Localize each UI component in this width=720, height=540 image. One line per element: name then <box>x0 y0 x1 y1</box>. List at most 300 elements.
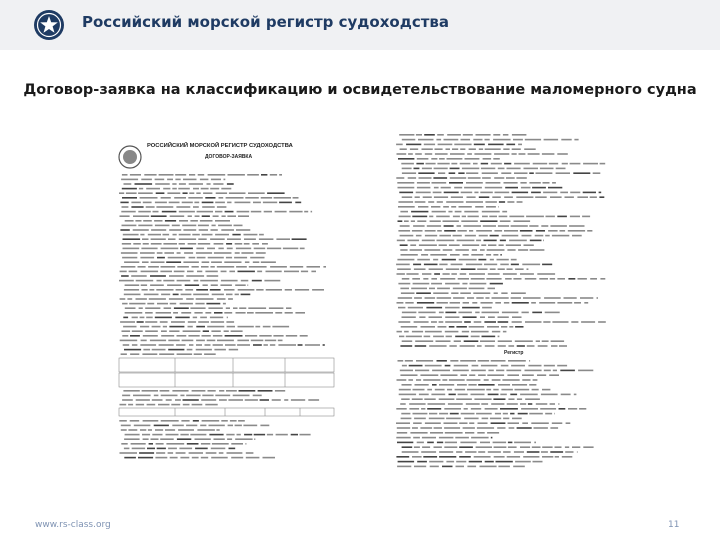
scanned-text-line <box>434 427 442 429</box>
scanned-text-line <box>462 168 479 170</box>
scanned-text-line <box>423 456 437 458</box>
scanned-text-line <box>208 390 216 392</box>
scanned-text-line <box>458 278 469 280</box>
scanned-text-line <box>161 335 174 337</box>
scanned-text-line <box>196 289 208 291</box>
scanned-text-line <box>308 399 319 401</box>
scanned-text-line <box>192 404 203 406</box>
scanned-text-line <box>202 395 213 397</box>
scanned-text-line <box>148 266 159 268</box>
scanned-text-line <box>569 225 584 227</box>
scanned-text-line <box>490 235 499 237</box>
scanned-text-line <box>143 420 159 422</box>
scanned-text-line <box>432 182 447 184</box>
scanned-text-line <box>444 230 456 232</box>
scanned-text-line <box>561 139 571 141</box>
scanned-text-line <box>482 336 496 338</box>
scanned-text-line <box>207 183 211 185</box>
scanned-text-line <box>512 418 522 420</box>
scanned-text-line <box>480 466 497 468</box>
scanned-text-line <box>253 395 262 397</box>
scanned-text-line <box>447 134 461 136</box>
scanned-text-line <box>456 326 467 328</box>
scanned-text-line <box>228 425 233 427</box>
scanned-text-line <box>508 398 514 400</box>
scanned-text-line <box>169 330 179 332</box>
scanned-text-line <box>397 268 411 270</box>
scanned-text-line <box>177 438 191 440</box>
scanned-text-line <box>217 206 227 208</box>
scanned-text-line <box>491 403 504 405</box>
scanned-text-line <box>155 317 172 319</box>
scanned-text-line <box>463 302 469 304</box>
scanned-text-line <box>238 289 255 291</box>
scanned-text-line <box>482 312 500 314</box>
scanned-text-line <box>229 448 236 450</box>
scanned-text-line <box>236 248 251 250</box>
scanned-text-line <box>437 288 450 290</box>
scanned-text-line <box>211 284 218 286</box>
scanned-text-line <box>473 163 478 165</box>
scanned-text-line <box>398 360 404 362</box>
scanned-text-line <box>439 264 447 266</box>
scanned-text-line <box>433 259 438 261</box>
scanned-text-line <box>285 289 292 291</box>
scanned-text-line <box>502 379 519 381</box>
scanned-text-line <box>529 225 538 227</box>
scanned-text-line <box>193 420 199 422</box>
scanned-text-line <box>150 284 164 286</box>
scanned-text-line <box>414 446 420 448</box>
contract-application-form-page-1 <box>115 130 340 460</box>
scanned-text-line <box>227 215 236 217</box>
scanned-text-line <box>192 234 200 236</box>
scanned-text-line <box>533 163 548 165</box>
scanned-text-line <box>471 331 489 333</box>
scanned-text-line <box>209 434 223 436</box>
scanned-text-line <box>450 153 465 155</box>
scanned-text-line <box>469 273 485 275</box>
scanned-text-line <box>533 379 538 381</box>
scanned-text-line <box>459 422 467 424</box>
scanned-text-line <box>408 379 413 381</box>
scanned-text-line <box>587 230 592 232</box>
scanned-text-line <box>409 365 423 367</box>
scanned-text-line <box>402 384 412 386</box>
scanned-text-line <box>429 316 443 318</box>
scanned-text-line <box>405 360 413 362</box>
scanned-text-line <box>213 183 223 185</box>
scanned-text-line <box>462 283 467 285</box>
scanned-text-line <box>123 317 128 319</box>
scanned-text-line <box>494 446 507 448</box>
scanned-text-line <box>412 278 420 280</box>
page-number: 11 <box>668 520 680 530</box>
scanned-text-line <box>493 254 498 256</box>
scanned-text-line <box>205 312 211 314</box>
scanned-text-line <box>300 434 311 436</box>
scanned-text-line <box>152 349 166 351</box>
scanned-text-line <box>406 336 422 338</box>
scanned-text-line <box>439 456 456 458</box>
scanned-text-line <box>244 434 252 436</box>
scanned-text-line <box>172 183 176 185</box>
scanned-text-line <box>507 201 514 203</box>
scanned-text-line <box>520 446 530 448</box>
scanned-text-line <box>295 202 301 204</box>
scanned-text-line <box>177 335 187 337</box>
scanned-text-line <box>214 349 226 351</box>
scanned-text-line <box>555 446 562 448</box>
scanned-text-line <box>267 434 273 436</box>
scanned-text-line <box>445 365 451 367</box>
scanned-text-line <box>165 220 176 222</box>
scanned-text-line <box>189 183 203 185</box>
scanned-text-line <box>543 192 557 194</box>
scanned-text-line <box>160 271 172 273</box>
scanned-text-line <box>166 434 179 436</box>
scanned-text-line <box>169 202 180 204</box>
scanned-text-line <box>141 340 147 342</box>
scanned-text-line <box>251 211 261 213</box>
scanned-text-line <box>224 330 229 332</box>
scanned-text-line <box>123 390 139 392</box>
scanned-text-line <box>417 302 434 304</box>
scanned-text-line <box>170 457 178 459</box>
scanned-text-line <box>414 418 426 420</box>
scanned-text-line <box>164 307 172 309</box>
scanned-text-line <box>226 321 234 323</box>
scanned-text-line <box>175 317 189 319</box>
scanned-text-line <box>550 427 558 429</box>
scanned-text-line <box>122 399 133 401</box>
scanned-text-line <box>529 413 543 415</box>
scanned-text-line <box>469 326 484 328</box>
footer-url[interactable]: www.rs-class.org <box>35 520 111 530</box>
scanned-text-line <box>183 192 188 194</box>
scanned-text-line <box>412 398 423 400</box>
scanned-text-line <box>258 390 273 392</box>
scanned-text-line <box>226 390 237 392</box>
scanned-text-line <box>485 139 490 141</box>
scanned-text-line <box>401 398 410 400</box>
scanned-text-line <box>276 434 288 436</box>
scanned-text-line <box>504 163 511 165</box>
scanned-text-line <box>541 394 558 396</box>
scanned-text-line <box>323 344 325 346</box>
scanned-text-line <box>171 321 185 323</box>
scanned-text-line <box>415 196 420 198</box>
scanned-text-line <box>486 278 501 280</box>
scanned-text-line <box>261 174 267 176</box>
scanned-text-line <box>455 437 469 439</box>
scanned-text-line <box>202 261 210 263</box>
scanned-text-line <box>154 395 159 397</box>
scanned-text-line <box>502 235 519 237</box>
scanned-text-line <box>156 312 171 314</box>
scanned-text-line <box>254 438 255 440</box>
scanned-text-line <box>429 413 437 415</box>
scanned-text-line <box>200 425 206 427</box>
scanned-text-line <box>243 425 257 427</box>
scanned-text-line <box>564 297 577 299</box>
scanned-text-line <box>544 370 551 372</box>
scanned-text-line <box>122 174 128 176</box>
scanned-text-line <box>434 446 442 448</box>
scanned-text-line <box>442 259 456 261</box>
scanned-text-line <box>429 418 445 420</box>
scanned-text-line <box>534 427 548 429</box>
scanned-text-line <box>291 399 305 401</box>
scanned-text-line <box>520 403 526 405</box>
scanned-text-line <box>401 292 415 294</box>
scanned-text-line <box>527 345 535 347</box>
scanned-text-line <box>304 211 308 213</box>
scanned-text-line <box>397 273 405 275</box>
scanned-text-line <box>501 172 511 174</box>
scanned-text-line <box>201 457 208 459</box>
scanned-text-line <box>417 220 426 222</box>
scanned-text-line <box>559 408 566 410</box>
scanned-text-line <box>398 321 410 323</box>
scanned-text-line <box>472 249 477 251</box>
scanned-text-line <box>531 422 549 424</box>
scanned-text-line <box>451 196 463 198</box>
scanned-text-line <box>506 144 515 146</box>
scanned-text-line <box>402 340 413 342</box>
scanned-text-line <box>512 384 527 386</box>
scanned-text-line <box>469 230 473 232</box>
scanned-text-line <box>400 374 417 376</box>
scanned-text-line <box>468 384 476 386</box>
scanned-text-line <box>455 211 462 213</box>
scanned-text-line <box>459 456 471 458</box>
scanned-text-line <box>504 302 509 304</box>
scanned-text-line <box>174 307 189 309</box>
scanned-text-line <box>228 298 233 300</box>
scanned-text-line <box>422 148 433 150</box>
scanned-text-line <box>396 456 409 458</box>
scanned-text-line <box>570 163 581 165</box>
scanned-text-line <box>446 336 452 338</box>
scanned-text-line <box>211 448 226 450</box>
scanned-text-line <box>424 134 435 136</box>
scanned-text-line <box>254 434 265 436</box>
scanned-text-line <box>161 420 179 422</box>
scanned-text-line <box>568 230 585 232</box>
scanned-text-line <box>219 399 227 401</box>
scanned-text-line <box>417 461 427 463</box>
scanned-text-line <box>192 266 199 268</box>
scanned-text-line <box>413 283 430 285</box>
scanned-text-line <box>187 271 194 273</box>
scanned-text-line <box>235 243 243 245</box>
scanned-text-line <box>227 438 232 440</box>
scanned-text-line <box>143 202 152 204</box>
scanned-text-line <box>137 321 144 323</box>
scanned-text-line <box>590 196 597 198</box>
scanned-text-line <box>311 211 313 213</box>
scanned-text-line <box>488 288 496 290</box>
scanned-text-line <box>119 192 124 194</box>
scanned-text-line <box>424 144 435 146</box>
scanned-text-line <box>205 197 215 199</box>
scanned-text-line <box>201 266 209 268</box>
scanned-text-line <box>566 422 571 424</box>
scanned-text-line <box>226 307 230 309</box>
scanned-text-line <box>479 196 490 198</box>
scanned-text-line <box>131 275 147 277</box>
scanned-text-line <box>453 297 464 299</box>
scanned-text-line <box>456 398 472 400</box>
scanned-text-line <box>121 425 131 427</box>
scanned-text-line <box>172 225 180 227</box>
scanned-text-line <box>162 211 177 213</box>
scanned-text-line <box>257 271 262 273</box>
scanned-text-line <box>497 259 509 261</box>
scanned-text-line <box>509 240 527 242</box>
scanned-text-line <box>512 321 522 323</box>
scanned-text-line <box>447 158 463 160</box>
scanned-text-line <box>503 331 507 333</box>
scanned-text-line <box>121 179 138 181</box>
scanned-text-line <box>438 144 453 146</box>
scanned-text-line <box>495 413 501 415</box>
scanned-text-line <box>140 429 146 431</box>
scanned-text-line <box>132 330 143 332</box>
scanned-text-line <box>475 206 483 208</box>
scanned-text-line <box>456 466 465 468</box>
scanned-text-line <box>125 312 143 314</box>
scanned-text-line <box>124 457 136 459</box>
scanned-text-line <box>441 187 451 189</box>
scanned-text-line <box>485 345 495 347</box>
scanned-text-line <box>482 418 489 420</box>
scanned-text-line <box>493 389 498 391</box>
scanned-text-line <box>437 360 447 362</box>
scanned-text-line <box>425 331 442 333</box>
scanned-text-line <box>551 340 565 342</box>
scanned-text-line <box>167 192 180 194</box>
scanned-text-line <box>200 220 213 222</box>
scanned-text-line <box>183 261 199 263</box>
scanned-text-line <box>231 330 243 332</box>
scanned-text-line <box>169 326 184 328</box>
scanned-text-line <box>398 158 414 160</box>
scanned-text-line <box>120 271 127 273</box>
scanned-text-line <box>483 225 496 227</box>
scanned-text-line <box>147 404 156 406</box>
scanned-text-line <box>570 192 580 194</box>
scanned-text-line <box>474 398 491 400</box>
scanned-text-line <box>251 340 263 342</box>
scanned-text-line <box>446 268 459 270</box>
scanned-text-line <box>477 268 487 270</box>
scanned-text-line <box>175 399 181 401</box>
scanned-text-line <box>186 275 204 277</box>
scanned-text-line <box>421 451 436 453</box>
scanned-text-line <box>462 216 466 218</box>
scanned-text-line <box>402 168 412 170</box>
scanned-text-line <box>193 206 199 208</box>
scanned-text-line <box>292 238 307 240</box>
scanned-text-line <box>145 312 153 314</box>
scanned-text-line <box>471 336 480 338</box>
scanned-text-line <box>178 188 190 190</box>
scanned-text-line <box>416 235 422 237</box>
scanned-text-line <box>300 248 305 250</box>
scanned-text-line <box>476 446 492 448</box>
scanned-text-line <box>479 235 488 237</box>
scanned-text-line <box>122 243 131 245</box>
scanned-text-line <box>121 266 136 268</box>
scanned-text-line <box>429 216 433 218</box>
scanned-text-line <box>142 289 148 291</box>
scanned-text-line <box>465 451 476 453</box>
scanned-text-line <box>256 252 266 254</box>
scanned-text-line <box>245 261 250 263</box>
scanned-text-line <box>234 225 243 227</box>
scanned-text-line <box>423 196 432 198</box>
scanned-text-line <box>255 326 260 328</box>
scanned-text-line <box>206 452 217 454</box>
scanned-text-line <box>541 451 548 453</box>
scanned-text-line <box>425 153 432 155</box>
scanned-text-line <box>120 321 135 323</box>
scanned-text-line <box>463 225 481 227</box>
scanned-text-line <box>215 202 225 204</box>
scanned-text-line <box>167 284 182 286</box>
scanned-text-line <box>399 394 416 396</box>
scanned-text-line <box>220 284 232 286</box>
scanned-text-line <box>578 370 593 372</box>
scanned-text-line <box>431 283 442 285</box>
scanned-text-line <box>404 331 409 333</box>
scanned-text-line <box>180 395 184 397</box>
scanned-text-line <box>545 413 552 415</box>
scanned-text-line <box>206 303 220 305</box>
scanned-text-line <box>559 345 567 347</box>
scanned-text-line <box>500 264 509 266</box>
scanned-text-line <box>503 418 509 420</box>
scanned-text-line <box>225 344 236 346</box>
scanned-text-line <box>443 206 449 208</box>
scanned-text-line <box>227 202 231 204</box>
scanned-text-line <box>278 340 283 342</box>
scanned-text-line <box>488 144 504 146</box>
scanned-text-line <box>284 399 288 401</box>
scanned-text-line <box>431 394 445 396</box>
scanned-text-line <box>156 452 165 454</box>
scanned-text-line <box>536 230 545 232</box>
scanned-text-line <box>459 206 472 208</box>
scanned-text-line <box>449 394 456 396</box>
scanned-text-line <box>159 344 174 346</box>
scanned-text-line <box>245 443 246 445</box>
scanned-text-line <box>485 408 498 410</box>
scanned-text-line <box>399 134 414 136</box>
scanned-text-line <box>577 451 578 453</box>
scanned-text-line <box>512 134 527 136</box>
scanned-text-line <box>511 297 521 299</box>
scanned-text-line <box>422 168 432 170</box>
scanned-text-line <box>142 238 149 240</box>
scanned-text-line <box>238 271 255 273</box>
scanned-text-line <box>400 244 408 246</box>
scanned-text-line <box>424 264 438 266</box>
scanned-text-line <box>431 321 437 323</box>
scanned-text-line <box>457 225 462 227</box>
